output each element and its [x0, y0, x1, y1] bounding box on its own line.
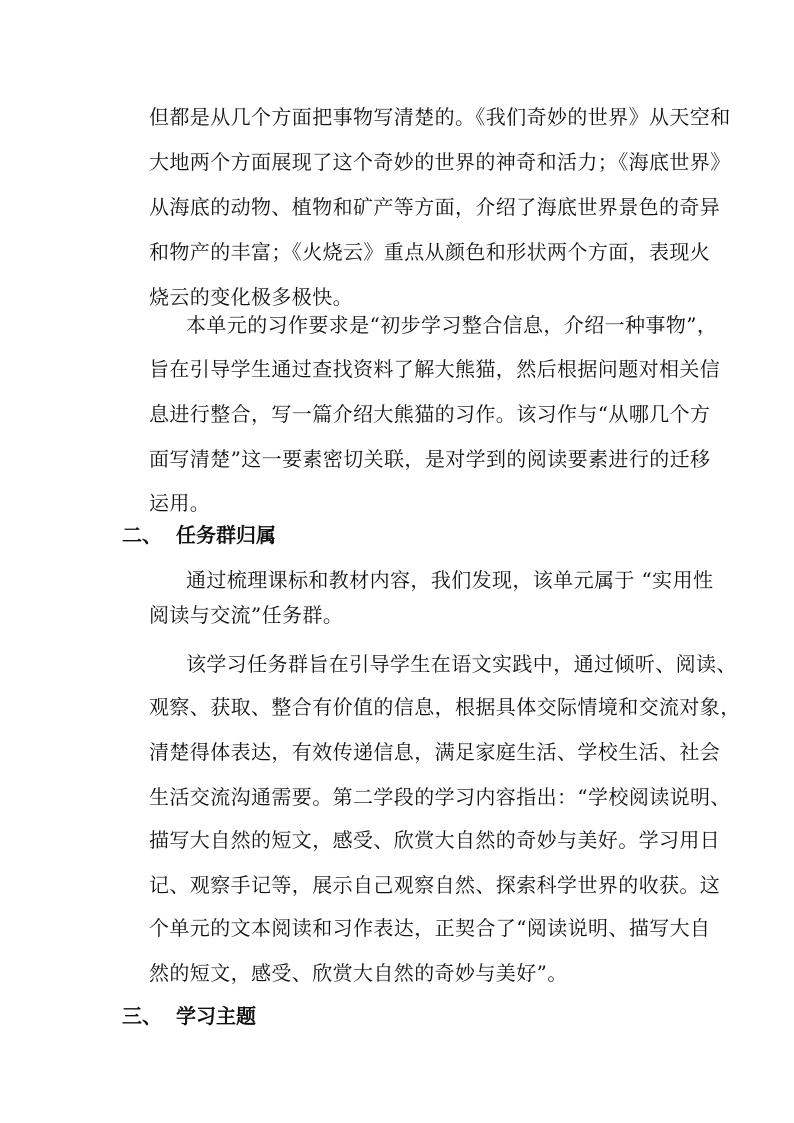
body-text-line: 本单元的习作要求是“初步学习整合信息，介绍一种事物”，	[186, 313, 718, 337]
section-number: 三、	[122, 1004, 162, 1028]
body-text-line: 阅读与交流”任务群。	[149, 603, 344, 627]
body-text-line: 和物产的丰富；《火烧云》重点从颜色和形状两个方面，表现火	[149, 240, 711, 264]
body-text-line: 然的短文，感受、欣赏大自然的奇妙与美好”。	[149, 961, 568, 985]
body-text-line: 从海底的动物、植物和矿产等方面，介绍了海底世界景色的奇异	[149, 195, 721, 219]
body-text-line: 该学习任务群旨在引导学生在语文实践中，通过倾听、阅读、	[186, 652, 737, 676]
section-number: 二、	[122, 523, 162, 547]
body-text-line: 描写大自然的短文，感受、欣赏大自然的奇妙与美好。学习用日	[149, 828, 721, 852]
body-text-line: 清楚得体表达，有效传递信息，满足家庭生活、学校生活、社会	[149, 740, 721, 764]
body-text-line: 息进行整合，写一篇介绍大熊猫的习作。该习作与“从哪几个方	[149, 402, 711, 426]
body-text-line: 大地两个方面展现了这个奇妙的世界的神奇和活力；《海底世界》	[149, 150, 731, 174]
body-text-line: 生活交流沟通需要。第二学段的学习内容指出：“学校阅读说明、	[149, 785, 731, 809]
body-text-line: 烧云的变化极多极快。	[149, 285, 353, 309]
section-heading	[122, 522, 276, 548]
body-text-line: 记、观察手记等，展示自己观察自然、探索科学世界的收获。这	[149, 873, 721, 897]
body-text-line: 观察、获取、整合有价值的信息，根据具体交际情境和交流对象，	[149, 695, 741, 719]
section-title: 任务群归属	[176, 523, 276, 547]
body-text-line: 面写清楚”这一要素密切关联，是对学到的阅读要素进行的迁移	[149, 447, 711, 471]
body-text-line: 运用。	[149, 491, 211, 515]
section-heading	[122, 1003, 256, 1029]
body-text-line: 个单元的文本阅读和习作表达，正契合了“阅读说明、描写大自	[149, 916, 711, 940]
body-text-line: 旨在引导学生通过查找资料了解大熊猫，然后根据问题对相关信	[149, 357, 721, 381]
body-text-line: 但都是从几个方面把事物写清楚的。《我们奇妙的世界》从天空和	[149, 105, 731, 129]
section-title: 学习主题	[176, 1004, 256, 1028]
body-text-line: 通过梳理课标和教材内容，我们发现，该单元属于 “实用性	[186, 568, 714, 592]
